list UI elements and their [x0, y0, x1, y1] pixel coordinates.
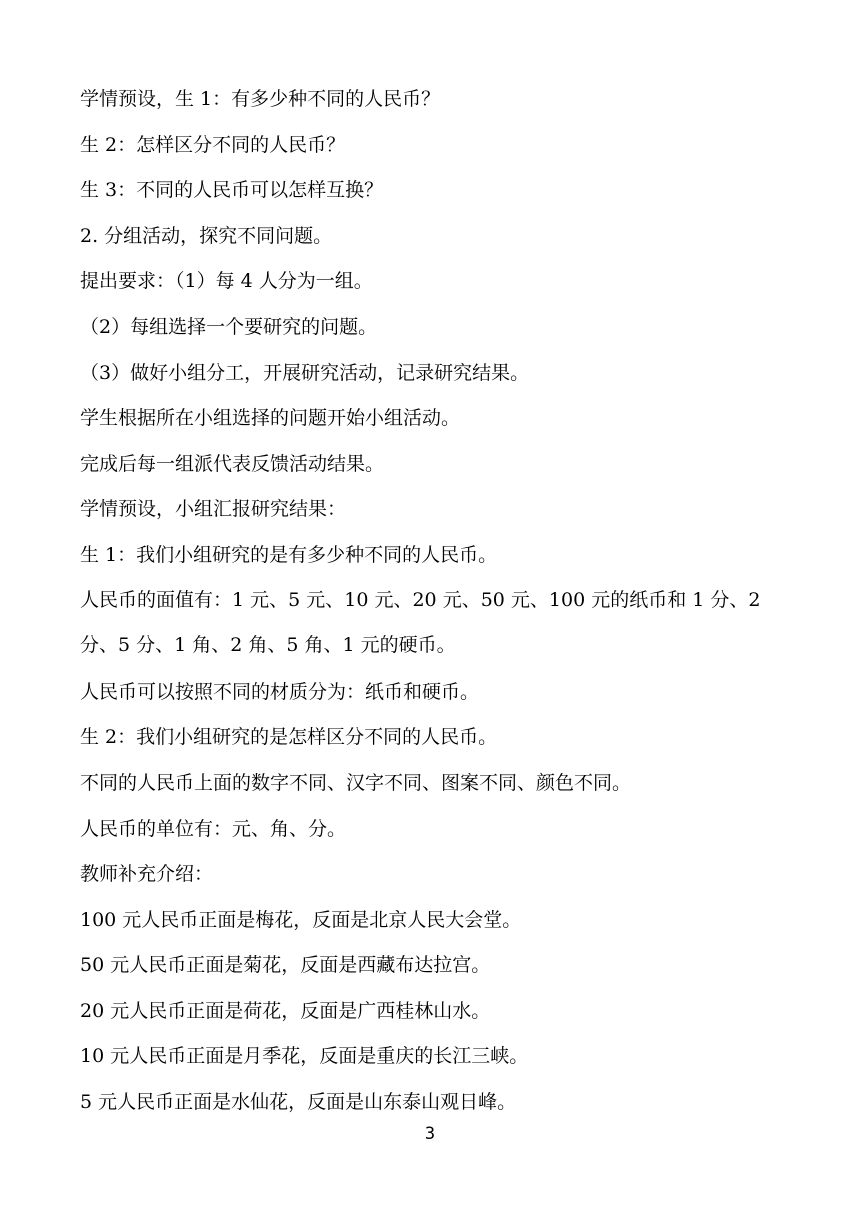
paragraph-6: （2）每组选择一个要研究的问题。 [80, 315, 378, 338]
paragraph-22: 5 元人民币正面是水仙花，反面是山东泰山观日峰。 [80, 1091, 517, 1114]
paragraph-11: 生 1：我们小组研究的是有多少种不同的人民币。 [80, 543, 498, 566]
paragraph-14: 生 2：我们小组研究的是怎样区分不同的人民币。 [80, 726, 498, 749]
paragraph-7: （3）做好小组分工，开展研究活动，记录研究结果。 [80, 361, 530, 384]
paragraph-1: 学情预设，生 1：有多少种不同的人民币？ [80, 88, 441, 110]
paragraph-4: 2. 分组活动，探究不同问题。 [80, 224, 333, 247]
paragraph-21: 10 元人民币正面是月季花，反面是重庆的长江三峡。 [80, 1045, 529, 1068]
paragraph-16: 人民币的单位有：元、角、分。 [80, 817, 347, 840]
paragraph-8: 学生根据所在小组选择的问题开始小组活动。 [80, 407, 461, 430]
paragraph-15: 不同的人民币上面的数字不同、汉字不同、图案不同、颜色不同。 [80, 771, 632, 794]
paragraph-5: 提出要求：（1）每 4 人分为一组。 [80, 270, 373, 293]
paragraph-19: 50 元人民币正面是菊花，反面是西藏布达拉宫。 [80, 954, 491, 977]
paragraph-17: 教师补充介绍： [80, 863, 214, 886]
paragraph-13: 人民币可以按照不同的材质分为：纸币和硬币。 [80, 680, 480, 703]
page-number: 3 [424, 1124, 436, 1144]
paragraph-3: 生 3：不同的人民币可以怎样互换？ [80, 179, 384, 202]
paragraph-12: 人民币的面值有：1 元、5 元、10 元、20 元、50 元、100 元的纸币和 1 分、2 分、5 分、1 角、2 角、5 角、1 元的硬币。 [80, 588, 761, 657]
paragraph-20: 20 元人民币正面是荷花，反面是广西桂林山水。 [80, 999, 491, 1022]
paragraph-18: 100 元人民币正面是梅花，反面是北京人民大会堂。 [80, 908, 522, 931]
paragraph-2: 生 2：怎样区分不同的人民币？ [80, 133, 346, 156]
paragraph-10: 学情预设，小组汇报研究结果： [80, 498, 347, 521]
document-body [80, 86, 800, 1135]
paragraph-9: 完成后每一组派代表反馈活动结果。 [80, 452, 385, 475]
